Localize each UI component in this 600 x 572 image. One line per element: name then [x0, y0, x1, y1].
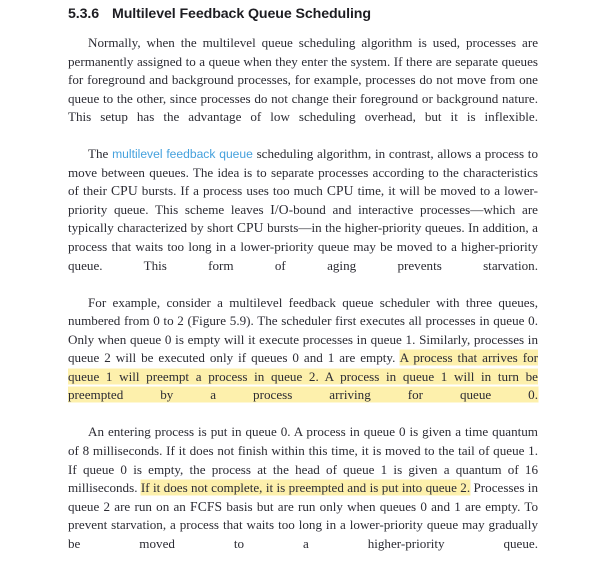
io-term: I/O [270, 201, 289, 217]
paragraph-2 [68, 145, 538, 293]
section-heading [68, 6, 538, 22]
paragraph-3 [68, 294, 538, 424]
fcfs-term: FCFS [190, 498, 223, 514]
section-number: 5.3.6 [68, 6, 100, 22]
cpu-term-3: CPU [236, 220, 264, 236]
multilevel-feedback-queue-link[interactable]: multilevel feedback queue [112, 147, 253, 162]
paragraph-2-text-a: scheduling algorithm, in contrast, allows a process to move between queues. The idea is to separate processes according to the characteristics of their [68, 146, 538, 199]
paragraph-3-text: For example, consider a multilevel feedback queue scheduler with three queues, numbered from 0 to 2 (Figure 5.9). The scheduler first executes all processes in queue 0. Only when queue 0 is empty will it execute processes in queue 1. Similarly, processes in queue 2 will be executed only if queues 0 and 1 are empty. [68, 294, 538, 366]
paragraph-1 [68, 34, 538, 145]
paragraph-2-text-d: -bound and interactive processes—which are typically characterized by short [68, 201, 538, 236]
section-title: Multilevel Feedback Queue Scheduling [112, 6, 371, 22]
paragraph-2-text-b: bursts. If a process uses too much [137, 183, 327, 199]
cpu-term-1: CPU [111, 183, 138, 199]
paragraph-4-text-b: Processes in queue 2 are run on an [68, 480, 538, 514]
paragraph-1-text: Normally, when the multilevel queue scheduling algorithm is used, processes are permanently assigned to a queue when they enter the system. If there are separate queues for foreground and background processes, for example, processes do not move from one queue to the other, since processes do not change their foreground or background nature. This setup has the advantage of low scheduling overhead, but it is inflexible. [68, 35, 538, 125]
highlight-annotation-1: A process that arrives for queue 1 will preempt a process in queue 2. A process in queue 1 will in turn be preempted by a process arriving for queue 0. [68, 350, 538, 403]
paragraph-4-text-c: basis but are run only when queues 0 and 1 are empty. To prevent starvation, a process that waits too long in a lower-priority queue may gradually be moved to a higher-priority queue. [68, 498, 538, 551]
paragraph-4-text-a: An entering process is put in queue 0. A process in queue 0 is given a time quantum of 8 milliseconds. If it does not finish within this time, it is moved to the tail of queue 1. If queue 0 is empty, the process at the head of queue 1 is given a quantum of 16 milliseconds. [68, 424, 538, 496]
paragraph-2-text-e: bursts—in the higher-priority queues. In addition, a process that waits too long in a lower-priority queue may be moved to a higher-priority queue. This form of aging prevents starvation. [68, 220, 538, 273]
highlight-annotation-2: If it does not complete, it is preempted and is put into queue 2. [140, 480, 471, 496]
cpu-term-2: CPU [326, 183, 354, 199]
paragraph-2-text-c: time, it will be moved to a lower-priority queue. This scheme leaves [68, 183, 539, 217]
paragraph-2-text-before-link: The [88, 146, 113, 162]
